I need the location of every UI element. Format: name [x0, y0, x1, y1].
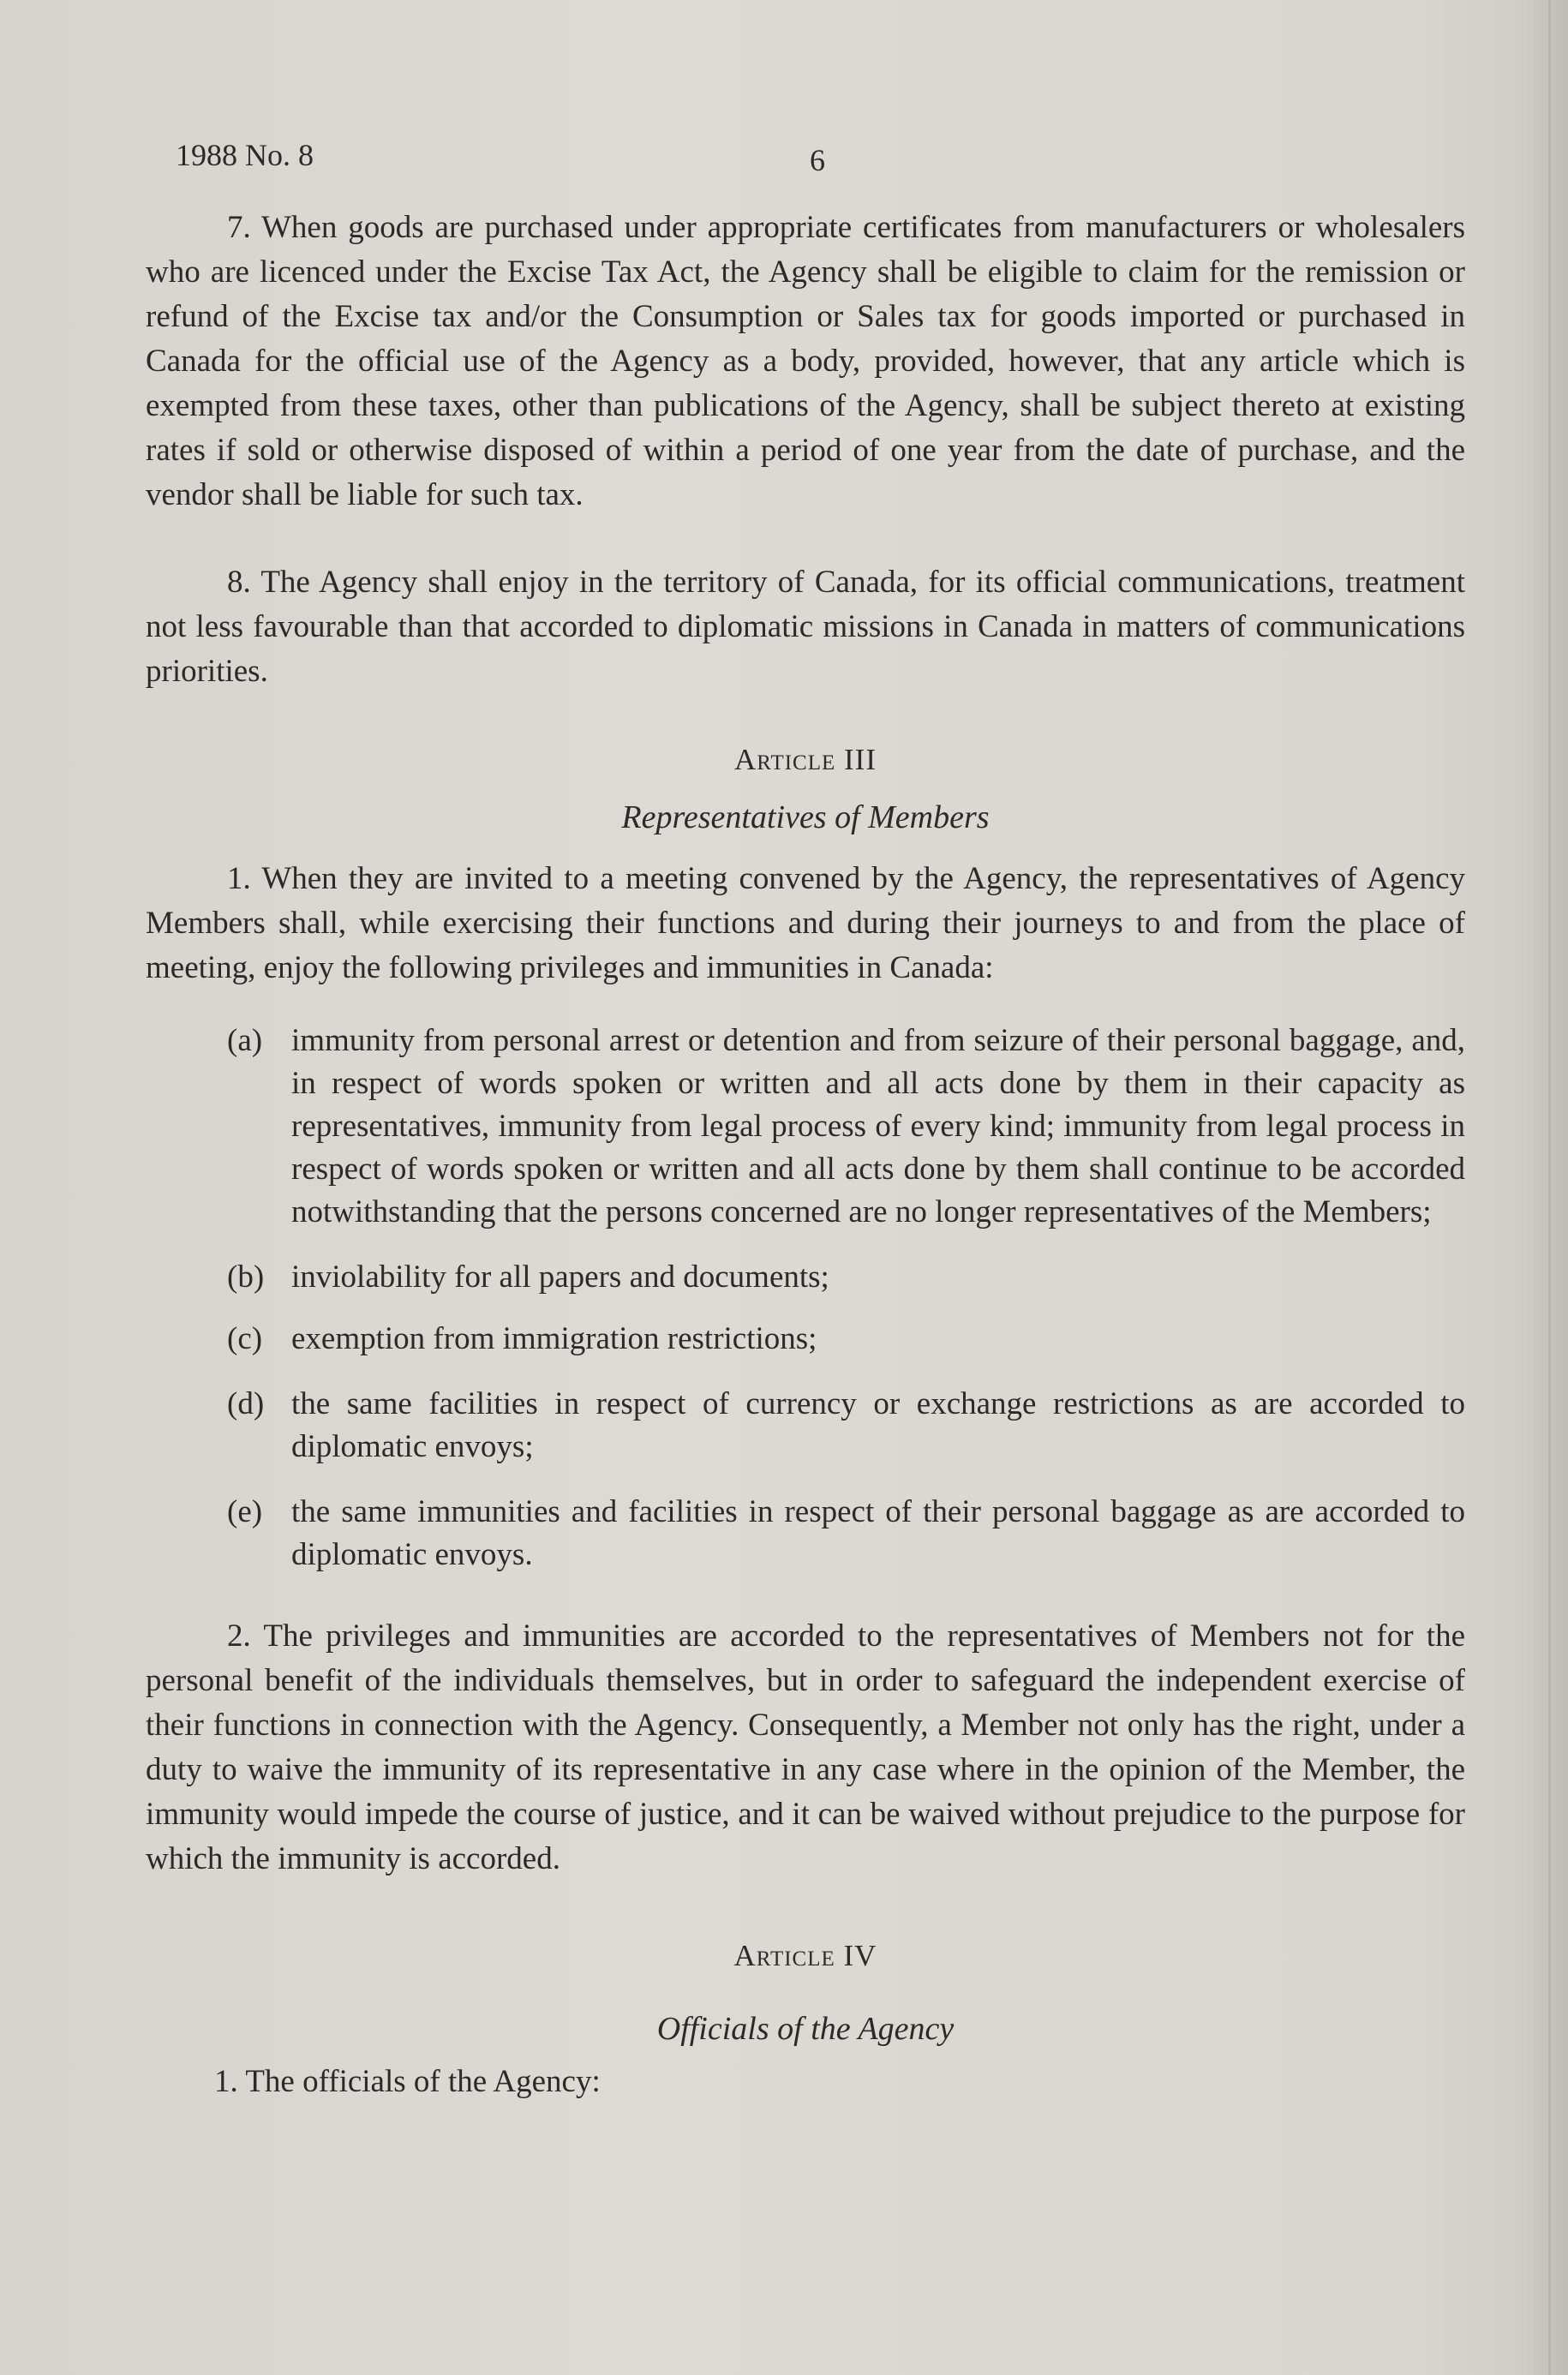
list-item-label: (e)	[227, 1494, 263, 1529]
list-item-a	[146, 1020, 1465, 1234]
list-item-b	[146, 1256, 1465, 1299]
list-item-label: (a)	[227, 1023, 263, 1058]
page-number: 6	[810, 143, 825, 177]
list-item-text: immunity from personal arrest or detention and from seizure of their personal baggage, and, in respect of words spoken or written and all acts done by them in their capacity as representatives, immunity from legal process of every kind; immunity from legal process in respect of words spoken or written and all acts done by them shall continue to be accorded notwithstanding that the persons concerned are no longer representatives of the Members;	[291, 1023, 1465, 1229]
article-3-paragraph-1: 1. When they are invited to a meeting convened by the Agency, the representatives of Agency Members shall, while exercising their functions and during their journeys to and from the place of meeting, enjoy the following privileges and immunities in Canada:	[146, 861, 1465, 985]
article-3-subtitle: Representatives of Members	[621, 799, 990, 835]
article-4-title	[146, 1935, 1465, 1977]
article-3-title-text: Article III	[734, 743, 877, 776]
article-4-paragraph-1: 1. The officials of the Agency:	[214, 2064, 601, 2099]
article-4-title-text: Article IV	[733, 1939, 877, 1972]
list-item-text: inviolability for all papers and documents;	[291, 1259, 829, 1295]
list-item-e	[146, 1491, 1465, 1576]
list-item-text: exemption from immigration restrictions;	[291, 1321, 817, 1356]
paragraph-8: 8. The Agency shall enjoy in the territory of Canada, for its official communications, treatment not less favourable than that accorded to diplomatic missions in Canada in matters of communications priorities.	[146, 565, 1465, 689]
list-item-c	[146, 1318, 1465, 1361]
page-header	[146, 137, 1465, 206]
gazette-year-number: 1988 No. 8	[176, 138, 314, 172]
list-item-label: (d)	[227, 1386, 265, 1421]
article-3-paragraph-2: 2. The privileges and immunities are accorded to the representatives of Members not for the personal benefit of the individuals themselves, but in order to safeguard the independent exercise of their functions in connection with the Agency. Consequently, a Member not only has the right, under a duty to waive the immunity of its representative in any case where in the opinion of the Member, the immunity would impede the course of justice, and it can be waived without prejudice to the purpose for which the immunity is accorded.	[146, 1618, 1465, 1876]
article-4-subtitle: Officials of the Agency	[656, 2011, 955, 2047]
list-item-label: (b)	[227, 1259, 265, 1295]
list-item-d	[146, 1383, 1465, 1469]
list-item-label: (c)	[227, 1321, 263, 1356]
paragraph-7: 7. When goods are purchased under appropriate certificates from manufacturers or wholesalers who are licenced under the Excise Tax Act, the Agency shall be eligible to claim for the remission or refund of the Excise tax and/or the Consumption or Sales tax for goods imported or purchased in Canada for the official use of the Agency as a body, provided, however, that any article which is exempted from these taxes, other than publications of the Agency, shall be subject thereto at existing rates if sold or otherwise disposed of within a period of one year from the date of purchase, and the vendor shall be liable for such tax.	[146, 210, 1465, 512]
article-3-title	[146, 739, 1465, 781]
page-content	[146, 137, 1465, 2104]
list-item-text: the same facilities in respect of currency or exchange restrictions as are accorded to diplomatic envoys;	[291, 1386, 1465, 1464]
list-item-text: the same immunities and facilities in respect of their personal baggage as are accorded to diplomatic envoys.	[291, 1494, 1465, 1572]
page-edge	[1548, 0, 1551, 2375]
